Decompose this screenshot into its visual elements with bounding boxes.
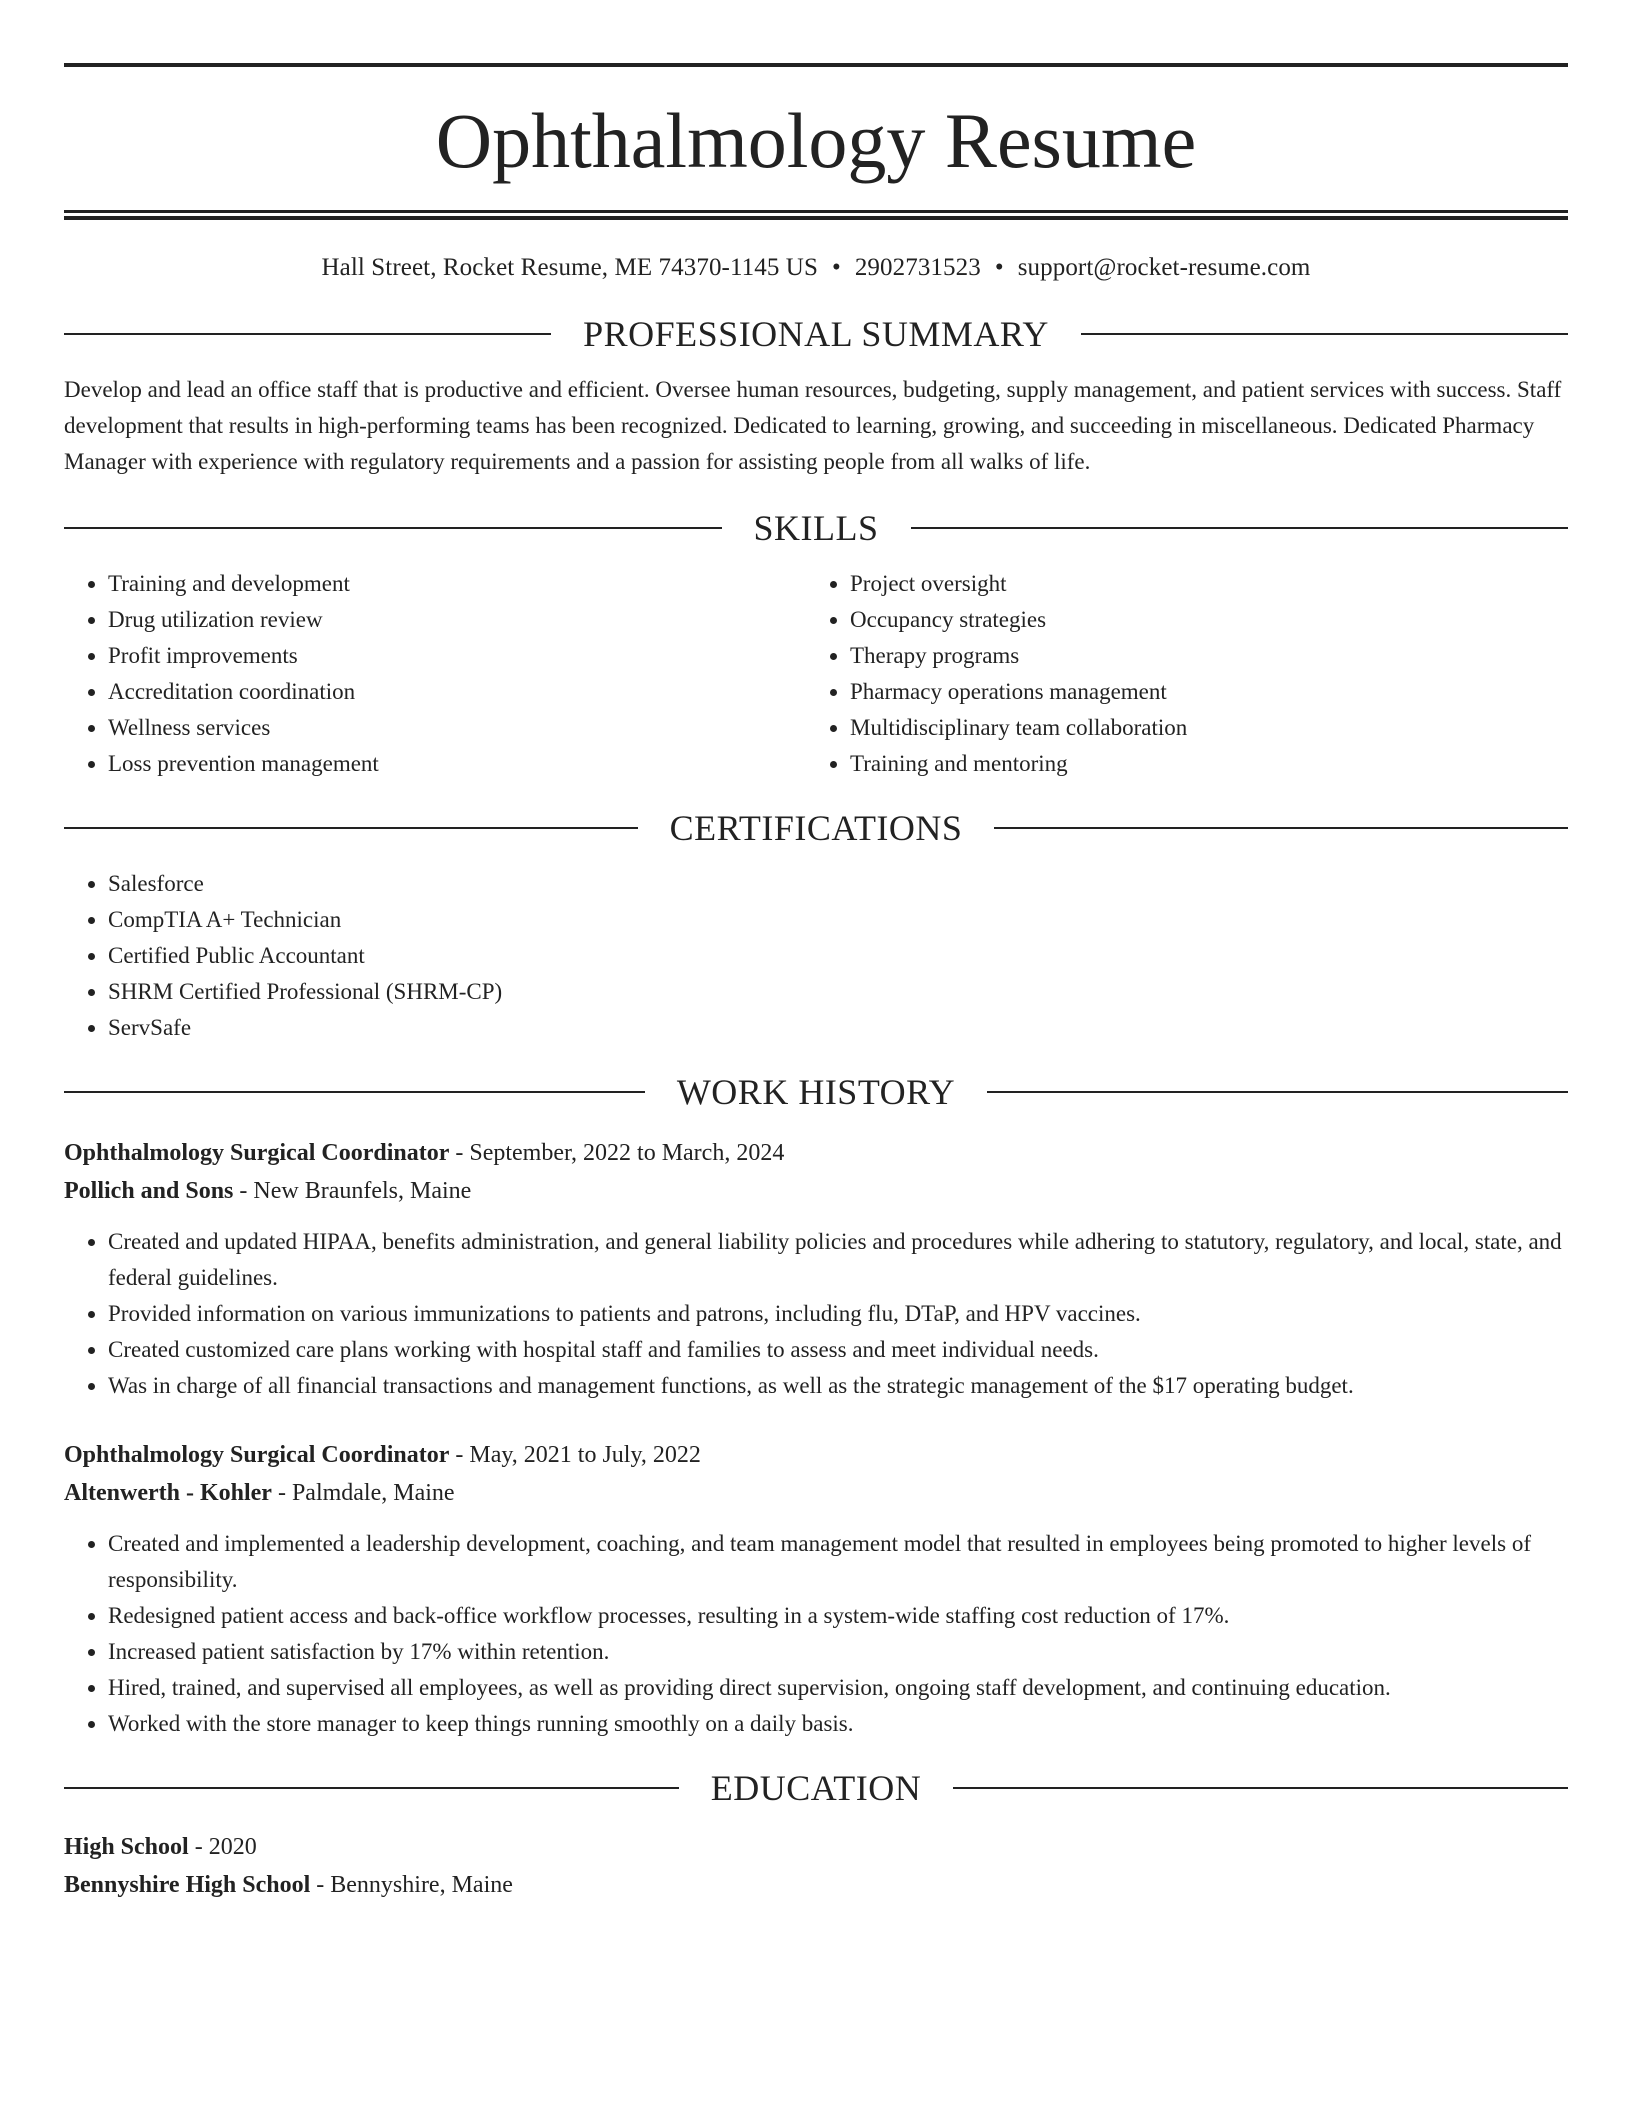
section-title: EDUCATION xyxy=(710,1768,922,1808)
skill-item: • Accreditation coordination xyxy=(108,674,806,710)
contact-line xyxy=(64,254,1568,282)
certification-item: • SHRM Certified Professional (SHRM-CP) xyxy=(108,974,1568,1010)
skill-item: • Training and mentoring xyxy=(850,746,1548,782)
job-title: Ophthalmology Surgical Coordinator xyxy=(64,1442,450,1468)
job-title-line xyxy=(64,1134,1568,1172)
job-title: Ophthalmology Surgical Coordinator xyxy=(64,1140,450,1166)
section-heading-education xyxy=(64,1770,1568,1806)
skills-columns xyxy=(64,566,1568,782)
job-title-line xyxy=(64,1436,1568,1474)
section-heading-skills xyxy=(64,510,1568,546)
job-dates: - September, 2022 to March, 2024 xyxy=(449,1140,785,1166)
job-bullet: • Created and updated HIPAA, benefits administration, and general liability policies and procedures while adhering to statutory, regulatory, and local, state, and federal guidelines. xyxy=(108,1224,1568,1296)
heading-rule xyxy=(994,827,1568,829)
section-title: SKILLS xyxy=(753,508,879,548)
job-bullet: • Increased patient satisfaction by 17% within retention. xyxy=(108,1634,1568,1670)
skill-item: • Wellness services xyxy=(108,710,806,746)
certification-item: • CompTIA A+ Technician xyxy=(108,902,1568,938)
section-heading-work-history xyxy=(64,1074,1568,1110)
heading-rule xyxy=(911,527,1569,529)
job-bullet: • Hired, trained, and supervised all employees, as well as providing direct supervision, ongoing staff development, and continuing education. xyxy=(108,1670,1568,1706)
education-degree: High School xyxy=(64,1834,189,1860)
skill-item: • Drug utilization review xyxy=(108,602,806,638)
section-heading-summary xyxy=(64,316,1568,352)
education-degree-line xyxy=(64,1828,1568,1866)
education-school: Bennyshire High School xyxy=(64,1872,311,1898)
skill-item: • Pharmacy operations management xyxy=(850,674,1548,710)
job-bullet: • Created customized care plans working with hospital staff and families to assess and meet individual needs. xyxy=(108,1332,1568,1368)
job-bullet: • Created and implemented a leadership development, coaching, and team management model that resulted in employees being promoted to higher levels of responsibility. xyxy=(108,1526,1568,1598)
heading-rule xyxy=(953,1787,1568,1789)
skills-left-column xyxy=(64,566,806,782)
resume-title: Ophthalmology Resume xyxy=(435,97,1197,184)
heading-rule xyxy=(1081,333,1568,335)
section-title: PROFESSIONAL SUMMARY xyxy=(583,314,1049,354)
section-title: WORK HISTORY xyxy=(676,1072,956,1112)
heading-rule xyxy=(64,1091,645,1093)
section-heading-certifications xyxy=(64,810,1568,846)
education-location: - Bennyshire, Maine xyxy=(310,1872,513,1898)
contact-address: Hall Street, Rocket Resume, ME 74370-1145 US xyxy=(321,254,818,281)
heading-rule xyxy=(64,333,551,335)
summary-text: Develop and lead an office staff that is productive and efficient. Oversee human resources, budgeting, supply management, and patient services with success. Staff development that results in high-performing teams has been recognized. Dedicated to learning, growing, and succeeding in miscellaneous. Dedicated Pharmacy Manager with experience with regulatory requirements and a passion for assisting people from all walks of life. xyxy=(64,377,1562,474)
job-dates: - May, 2021 to July, 2022 xyxy=(449,1442,701,1468)
contact-separator: • xyxy=(831,254,841,281)
job-bullet: • Provided information on various immunizations to patients and patrons, including flu, DTaP, and HPV vaccines. xyxy=(108,1296,1568,1332)
skill-item: • Loss prevention management xyxy=(108,746,806,782)
heading-rule xyxy=(64,1787,679,1789)
certification-item: • Salesforce xyxy=(108,866,1568,902)
resume-page xyxy=(64,0,1568,1904)
job-bullets xyxy=(64,1224,1568,1404)
job-bullets xyxy=(64,1526,1568,1742)
education-year: - 2020 xyxy=(188,1834,257,1860)
job-company-line xyxy=(64,1172,1568,1210)
job-company: Pollich and Sons xyxy=(64,1178,234,1204)
skill-item: • Project oversight xyxy=(850,566,1548,602)
education-entry xyxy=(64,1828,1568,1904)
skill-item: • Training and development xyxy=(108,566,806,602)
heading-rule xyxy=(64,527,722,529)
skill-item: • Multidisciplinary team collaboration xyxy=(850,710,1548,746)
certifications-list xyxy=(64,866,1568,1046)
skill-item: • Occupancy strategies xyxy=(850,602,1548,638)
contact-email: support@rocket-resume.com xyxy=(1017,254,1311,281)
certification-item: • ServSafe xyxy=(108,1010,1568,1046)
section-title: CERTIFICATIONS xyxy=(669,808,963,848)
job-location: - Palmdale, Maine xyxy=(271,1480,455,1506)
job-location: - New Braunfels, Maine xyxy=(233,1178,472,1204)
contact-phone: 2902731523 xyxy=(854,254,981,281)
skill-item: • Profit improvements xyxy=(108,638,806,674)
job-bullet: • Redesigned patient access and back-office workflow processes, resulting in a system-wide staffing cost reduction of 17%. xyxy=(108,1598,1568,1634)
job-bullet: • Worked with the store manager to keep things running smoothly on a daily basis. xyxy=(108,1706,1568,1742)
skill-item: • Therapy programs xyxy=(850,638,1548,674)
certification-item: • Certified Public Accountant xyxy=(108,938,1568,974)
job-entry xyxy=(64,1134,1568,1404)
heading-rule xyxy=(64,827,638,829)
job-entry xyxy=(64,1436,1568,1742)
education-school-line xyxy=(64,1866,1568,1904)
skills-right-column xyxy=(806,566,1548,782)
job-company-line xyxy=(64,1474,1568,1512)
contact-separator: • xyxy=(994,254,1004,281)
header-double-rule xyxy=(64,210,1568,220)
heading-rule xyxy=(987,1091,1568,1093)
job-company: Altenwerth - Kohler xyxy=(64,1480,272,1506)
job-bullet: • Was in charge of all financial transactions and management functions, as well as the strategic management of the $17 operating budget. xyxy=(108,1368,1568,1404)
